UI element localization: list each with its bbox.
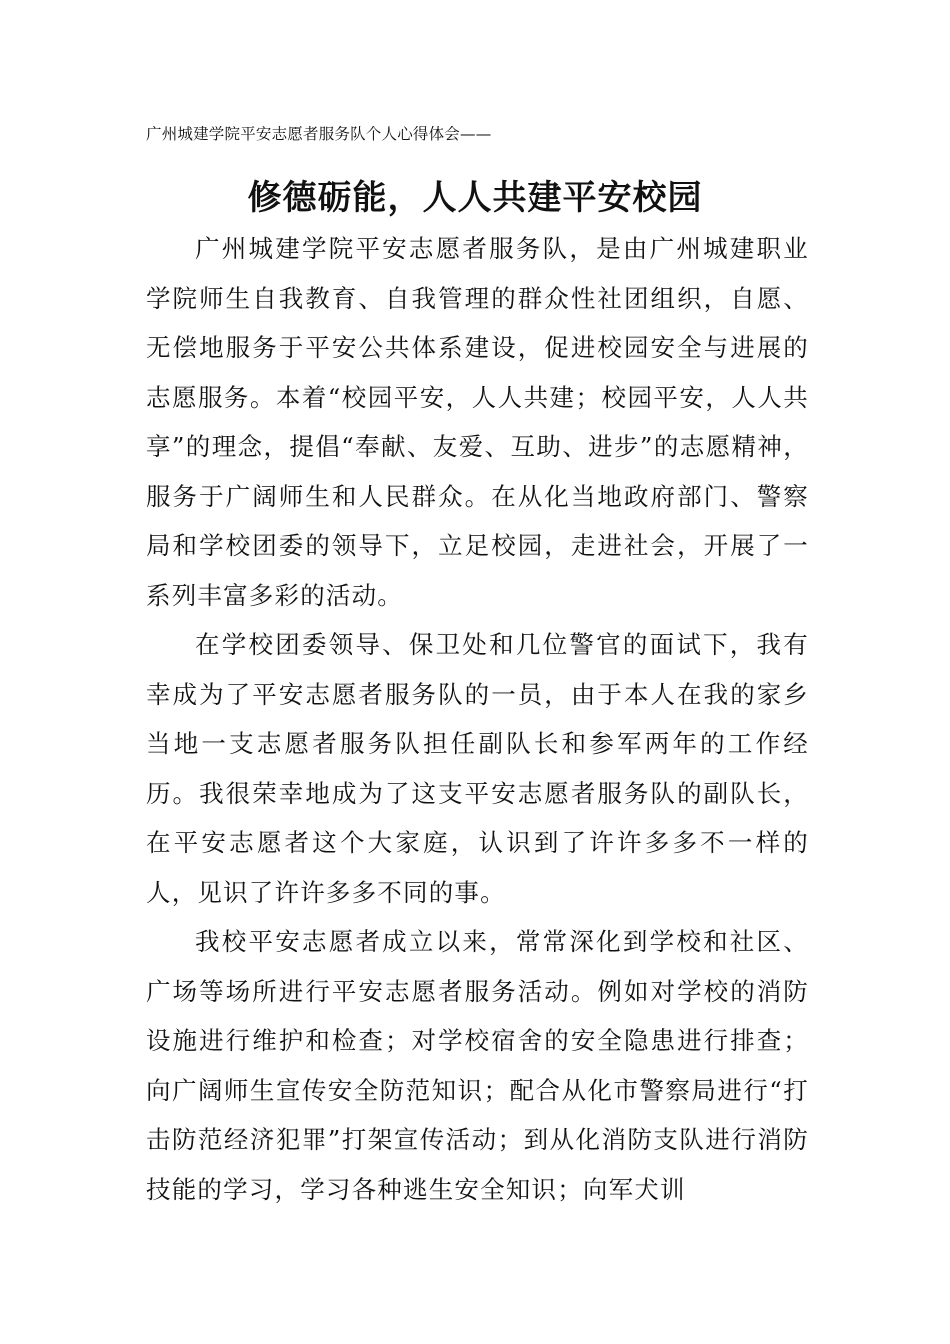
document-subtitle: 广州城建学院平安志愿者服务队个人心得体会—— xyxy=(146,125,492,143)
body-paragraph-1: 广州城建学院平安志愿者服务队，是由广州城建职业学院师生自我教育、自我管理的群众性社团组织，自愿、无偿地服务于平安公共体系建设，促进校园安全与进展的志愿服务。本着“校园平安，人人共建；校园平安，人人共享”的理念，提倡“奉献、友爱、互助、进步”的志愿精神，服务于广阔师生和人民群众。在从化当地政府部门、警察局和学校团委的领导下，立足校园，走进社会，开展了一系列丰富多彩的活动。 xyxy=(146,234,809,610)
body-paragraph-3: 我校平安志愿者成立以来，常常深化到学校和社区、广场等场所进行平安志愿者服务活动。例如对学校的消防设施进行维护和检查；对学校宿舍的安全隐患进行排查；向广阔师生宣传安全防范知识；配合从化市警察局进行“打击防范经济犯罪”打架宣传活动；到从化消防支队进行消防技能的学习，学习各种逃生安全知识；向军犬训 xyxy=(146,927,809,1204)
document-title: 修德砺能，人人共建平安校园 xyxy=(247,178,703,218)
document-body xyxy=(146,224,809,1214)
body-paragraph-2: 在学校团委领导、保卫处和几位警官的面试下，我有幸成为了平安志愿者服务队的一员，由于本人在我的家乡当地一支志愿者服务队担任副队长和参军两年的工作经历。我很荣幸地成为了这支平安志愿者服务队的副队长，在平安志愿者这个大家庭，认识到了许许多多不一样的人，见识了许许多多不同的事。 xyxy=(146,630,809,907)
